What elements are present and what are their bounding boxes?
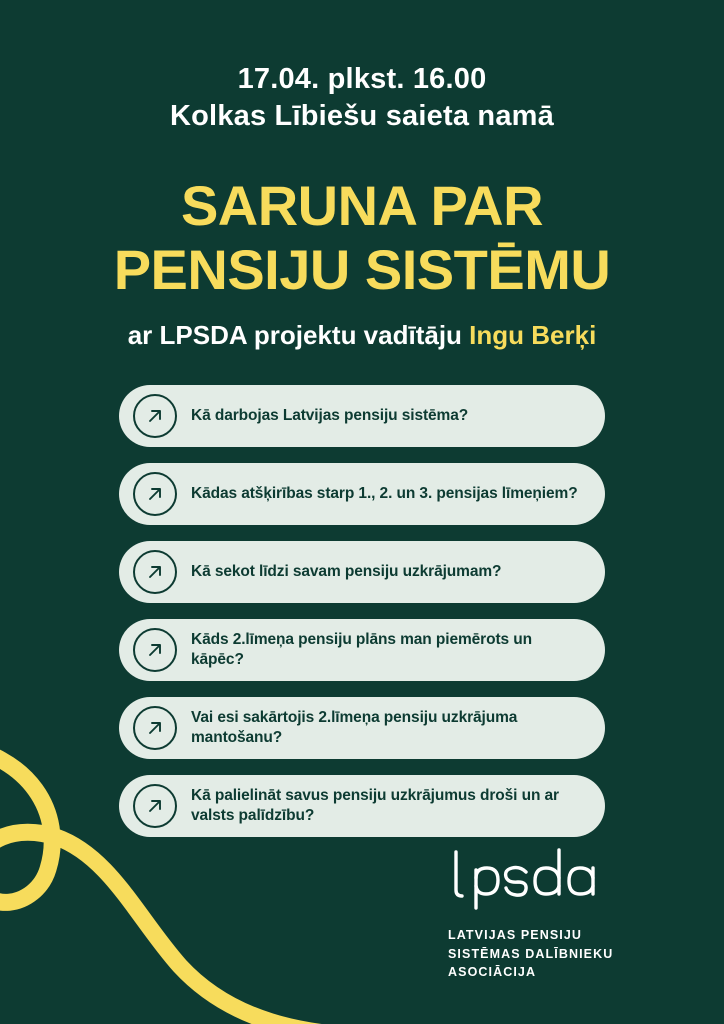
title-line-2: PENSIJU SISTĒMU <box>113 237 611 301</box>
logo-subtitle-line-1: LATVIJAS PENSIJU <box>448 927 583 942</box>
subtitle <box>0 320 724 351</box>
question-list <box>119 385 605 837</box>
list-item[interactable] <box>119 619 605 681</box>
arrow-up-right-icon <box>133 472 177 516</box>
list-item[interactable] <box>119 697 605 759</box>
subtitle-prefix: ar LPSDA projektu vadītāju <box>127 319 470 350</box>
logo-subtitle <box>448 926 678 982</box>
arrow-up-right-icon <box>133 394 177 438</box>
event-datetime: 17.04. plkst. 16.00 <box>237 63 487 95</box>
arrow-up-right-icon <box>133 784 177 828</box>
lpsda-logo-icon <box>446 846 636 912</box>
logo-subtitle-line-2: SISTĒMAS DALĪBNIEKU <box>448 946 614 961</box>
question-text: Kā darbojas Latvijas pensiju sistēma? <box>191 406 469 424</box>
list-item[interactable] <box>119 541 605 603</box>
list-item[interactable] <box>119 385 605 447</box>
title-line-1: SARUNA PAR <box>180 174 544 238</box>
event-header <box>0 0 724 133</box>
question-text: Kādas atšķirības starp 1., 2. un 3. pensijas līmeņiem? <box>191 484 578 502</box>
list-item[interactable] <box>119 775 605 837</box>
subtitle-guest-name: Ingu Berķi <box>469 319 597 350</box>
question-text: Vai esi sakārtojis 2.līmeņa pensiju uzkrājuma mantošanu? <box>191 709 518 746</box>
question-text: Kā palielināt savus pensiju uzkrājumus droši un ar valsts palīdzību? <box>191 787 559 824</box>
arrow-up-right-icon <box>133 628 177 672</box>
arrow-up-right-icon <box>133 706 177 750</box>
arrow-up-right-icon <box>133 550 177 594</box>
question-text: Kāds 2.līmeņa pensiju plāns man piemērots un kāpēc? <box>191 631 532 668</box>
question-text: Kā sekot līdzi savam pensiju uzkrājumam? <box>191 562 502 580</box>
event-venue: Kolkas Lībiešu saieta namā <box>170 100 554 133</box>
logo-subtitle-line-3: ASOCIĀCIJA <box>448 965 537 980</box>
page-title <box>0 174 724 301</box>
list-item[interactable] <box>119 463 605 525</box>
logo-block <box>428 846 678 982</box>
